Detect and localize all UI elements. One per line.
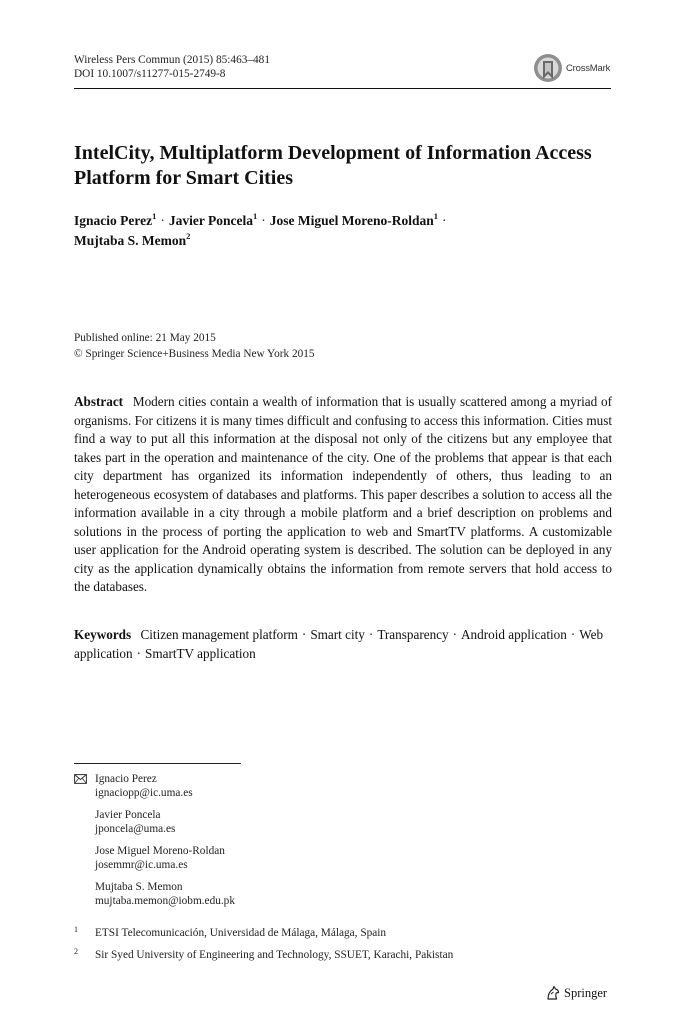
corresponding-author: [95, 844, 495, 872]
publisher-logo: [545, 985, 607, 1001]
correspondence-email[interactable]: ignaciopp@ic.uma.es: [95, 787, 193, 799]
author-separator: ·: [160, 213, 165, 228]
corresponding-author: [95, 808, 495, 836]
springer-horse-icon: [545, 985, 561, 1001]
abstract-label: Abstract: [74, 394, 124, 409]
correspondence-name: Javier Poncela: [95, 809, 161, 821]
correspondence-email[interactable]: mujtaba.memon@iobm.edu.pk: [95, 895, 235, 907]
keywords-label: Keywords: [74, 627, 132, 642]
author-list: [74, 211, 614, 250]
author-separator: ·: [441, 213, 447, 228]
keyword-separator: ·: [570, 627, 576, 642]
keyword-separator: ·: [368, 627, 374, 642]
correspondence-name: Jose Miguel Moreno-Roldan: [95, 845, 225, 857]
correspondence-email[interactable]: josemmr@ic.uma.es: [95, 859, 188, 871]
correspondence-email[interactable]: jponcela@uma.es: [95, 823, 176, 835]
author-affiliation-mark: 1: [252, 211, 258, 221]
corresponding-author: [95, 880, 495, 908]
abstract-text: Modern cities contain a wealth of information that is usually scattered among a myriad of organisms. For citizens it is many times difficult and confusing to access this information. Cities must find a way to put all this information at the disposal not only of the citizens but any employee that takes part in the operation and maintenance of the city. One of the problems that appear is that each city department has organized its information independently of others, thus leading to an heterogeneous ecosystem of databases and platforms. This paper describes a solution to access all the information available in a city through a mobile platform and a brief description on problems and solutions in the process of porting the application to web and SmartTV platforms. A customizable user application for the Android operating system is described. The solution can be deployed in any city as the application dynamically obtains the information from remote servers that hold access to the databases.: [74, 394, 612, 594]
author-affiliation-mark: 1: [433, 211, 438, 221]
keyword: SmartTV application: [145, 645, 256, 661]
keyword: Web application: [74, 627, 604, 661]
correspondence-name: Ignacio Perez: [95, 773, 157, 785]
crossmark-label: CrossMark: [566, 63, 611, 74]
affiliation-number: 2: [74, 947, 78, 956]
keyword-separator: ·: [136, 645, 141, 661]
correspondence-name: Mujtaba S. Memon: [95, 881, 183, 893]
paper-title: IntelCity, Multiplatform Development of Information Access Platform for Smart Cities: [74, 142, 592, 189]
doi[interactable]: DOI 10.1007/s11277-015-2749-8: [74, 68, 226, 80]
author-name[interactable]: Javier Poncela: [168, 213, 253, 228]
publisher-name: Springer: [564, 986, 608, 1000]
author-affiliation-mark: 1: [152, 211, 157, 221]
keywords: [74, 626, 612, 663]
author-name[interactable]: Ignacio Perez: [74, 213, 153, 228]
keyword: Smart city: [310, 627, 365, 642]
keyword-separator: ·: [301, 627, 307, 642]
crossmark-icon: [533, 52, 563, 86]
header-rule: [74, 88, 611, 89]
affiliation-text: ETSI Telecomunicación, Universidad de Málaga, Málaga, Spain: [95, 927, 387, 939]
keyword-separator: ·: [452, 627, 458, 642]
author-separator: ·: [261, 213, 266, 228]
corresponding-author: [95, 772, 495, 800]
author-name[interactable]: Jose Miguel Moreno-Roldan: [269, 213, 434, 228]
keyword: Citizen management platform: [140, 627, 298, 642]
footnote-rule: [74, 763, 241, 764]
author-affiliation-mark: 2: [186, 230, 191, 241]
affiliation-text: Sir Syed University of Engineering and Technology, SSUET, Karachi, Pakistan: [95, 949, 454, 961]
copyright: © Springer Science+Business Media New York 2015: [74, 347, 315, 360]
publication-info: [74, 331, 315, 362]
published-date: Published online: 21 May 2015: [74, 332, 216, 344]
affiliation-number: 1: [74, 925, 78, 934]
journal-citation: Wireless Pers Commun (2015) 85:463–481: [74, 54, 270, 66]
abstract: [74, 393, 612, 597]
envelope-icon: [74, 774, 87, 784]
author-name[interactable]: Mujtaba S. Memon: [74, 232, 187, 248]
crossmark-badge[interactable]: [533, 52, 613, 86]
keyword: Transparency: [377, 627, 449, 642]
keyword: Android application: [461, 627, 567, 642]
